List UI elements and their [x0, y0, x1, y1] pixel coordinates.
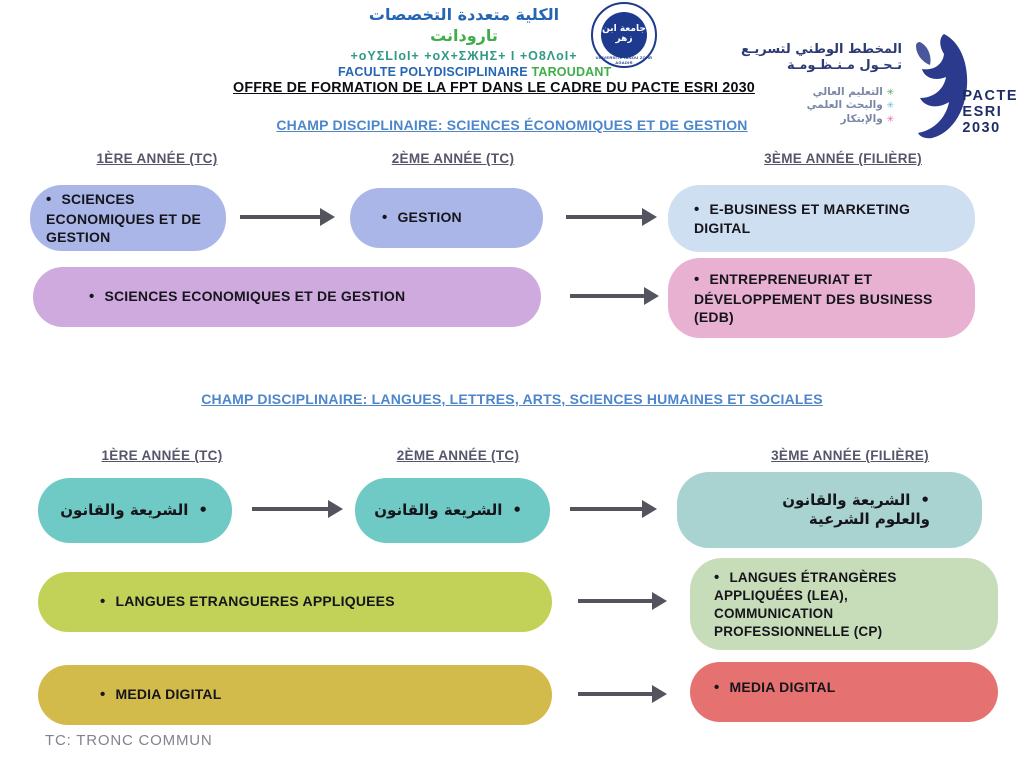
s2-column-header-year2: 2ÈME ANNÉE (TC)	[396, 448, 520, 463]
program-box-s1-year12	[33, 267, 541, 327]
flow-arrow	[578, 599, 654, 603]
program-box-s2-filiere2	[690, 558, 998, 650]
program-box-label: • LANGUES ÉTRANGÈRES APPLIQUÉES (LEA), COMMUNICATION PROFESSIONNELLE (CP)	[714, 568, 952, 640]
seal-calligraphy: جامعة ابن زهر	[602, 24, 646, 44]
program-box-s2-year1	[38, 478, 232, 543]
faculty-arabic-city-text: تارودانت	[430, 25, 498, 45]
pacte-arabic-line1: المخطط الوطني لتسريـع	[741, 42, 902, 57]
pacte-badge-line: ESRI	[962, 104, 1003, 121]
program-box-label: • الشريعة والقانون	[374, 501, 522, 521]
flow-arrow	[240, 215, 322, 219]
pacte-badge-line: 2030	[962, 120, 1001, 137]
program-box-label: • GESTION	[382, 208, 462, 228]
program-box-label: • الشريعة والقانون	[60, 501, 208, 521]
program-box-s1-filiere1	[668, 185, 975, 252]
faculty-logo	[338, 5, 612, 79]
program-box-label: • الشريعة والقانون والعلوم الشرعية	[734, 491, 930, 530]
pacte-item	[807, 99, 898, 112]
seal-rim-text: UNIVERSITE IBNOU ZOHR AGADIR	[595, 55, 653, 65]
faculty-name-tifinagh: +oYΣLIoI+ +oX+ΣЖHΣ+ I +O8ΛoI+	[350, 48, 578, 63]
university-seal-icon	[591, 2, 657, 68]
program-box-s2-year12-media	[38, 665, 552, 725]
faculty-name-arabic	[338, 5, 590, 47]
pacte-arabic-title	[741, 42, 902, 75]
flow-arrow	[570, 294, 646, 298]
pacte-arabic-line2: تـحـول مـنـظـومـة	[787, 58, 902, 74]
program-box-label: • SCIENCES ECONOMIQUES ET DE GESTION	[46, 190, 216, 246]
s1-column-header-year2: 2ÈME ANNÉE (TC)	[391, 151, 515, 166]
pacte-badge-line: PACTE	[962, 88, 1018, 104]
faculty-latin-name-text: FACULTE POLYDISCIPLINAIRE	[338, 64, 528, 79]
program-box-label: • E-BUSINESS ET MARKETING DIGITAL	[694, 200, 944, 238]
pacte-item-label: والإبتكار	[840, 112, 883, 125]
program-box-s2-filiere3	[690, 662, 998, 722]
page-title: OFFRE DE FORMATION DE LA FPT DANS LE CADRE DU PACTE ESRI 2030	[233, 80, 755, 96]
flow-arrow	[252, 507, 330, 511]
footer-legend: TC: TRONC COMMUN	[45, 732, 213, 749]
program-box-s1-filiere2	[668, 258, 975, 338]
flower-icon: ✳	[886, 88, 894, 98]
program-box-label: • MEDIA DIGITAL	[714, 678, 836, 698]
faculty-latin-city-text: TAROUDANT	[531, 64, 612, 79]
program-box-s2-year2	[355, 478, 550, 543]
program-box-s2-filiere1	[677, 472, 982, 548]
s2-column-header-year1: 1ÈRE ANNÉE (TC)	[101, 448, 223, 463]
s1-column-header-year1: 1ÈRE ANNÉE (TC)	[96, 151, 218, 166]
section1-heading: CHAMP DISCIPLINAIRE: SCIENCES ÉCONOMIQUES ET DE GESTION	[276, 117, 748, 133]
program-box-label: • LANGUES ETRANGUERES APPLIQUEES	[100, 592, 395, 612]
program-box-s2-year12-lea	[38, 572, 552, 632]
pacte-item	[807, 86, 898, 99]
s1-column-header-filiere: 3ÈME ANNÉE (FILIÈRE)	[764, 151, 922, 166]
program-box-s1-year2	[350, 188, 543, 248]
seal-inner-disc	[601, 12, 647, 58]
program-box-label: • ENTREPRENEURIAT ET DÉVELOPPEMENT DES BUSINESS (EDB)	[694, 270, 956, 326]
program-box-label: • SCIENCES ECONOMIQUES ET DE GESTION	[89, 287, 405, 307]
faculty-name-latin	[338, 64, 612, 79]
faculty-arabic-name-text: الكلية متعددة التخصصات	[368, 5, 560, 24]
pacte-item-label: والبحث العلمي	[806, 99, 883, 112]
flower-icon: ✳	[886, 101, 894, 112]
flow-arrow	[566, 215, 644, 219]
program-box-s1-year1	[30, 185, 226, 251]
pacte-item-label: التعليم العالي	[812, 86, 883, 98]
flow-arrow	[578, 692, 654, 696]
section2-heading: CHAMP DISCIPLINAIRE: LANGUES, LETTRES, ARTS, SCIENCES HUMAINES ET SOCIALES	[201, 391, 823, 407]
s2-column-header-filiere: 3ÈME ANNÉE (FILIÈRE)	[771, 448, 929, 463]
flower-icon: ✳	[886, 114, 894, 125]
program-box-label: • MEDIA DIGITAL	[100, 685, 222, 705]
flow-arrow	[570, 507, 644, 511]
